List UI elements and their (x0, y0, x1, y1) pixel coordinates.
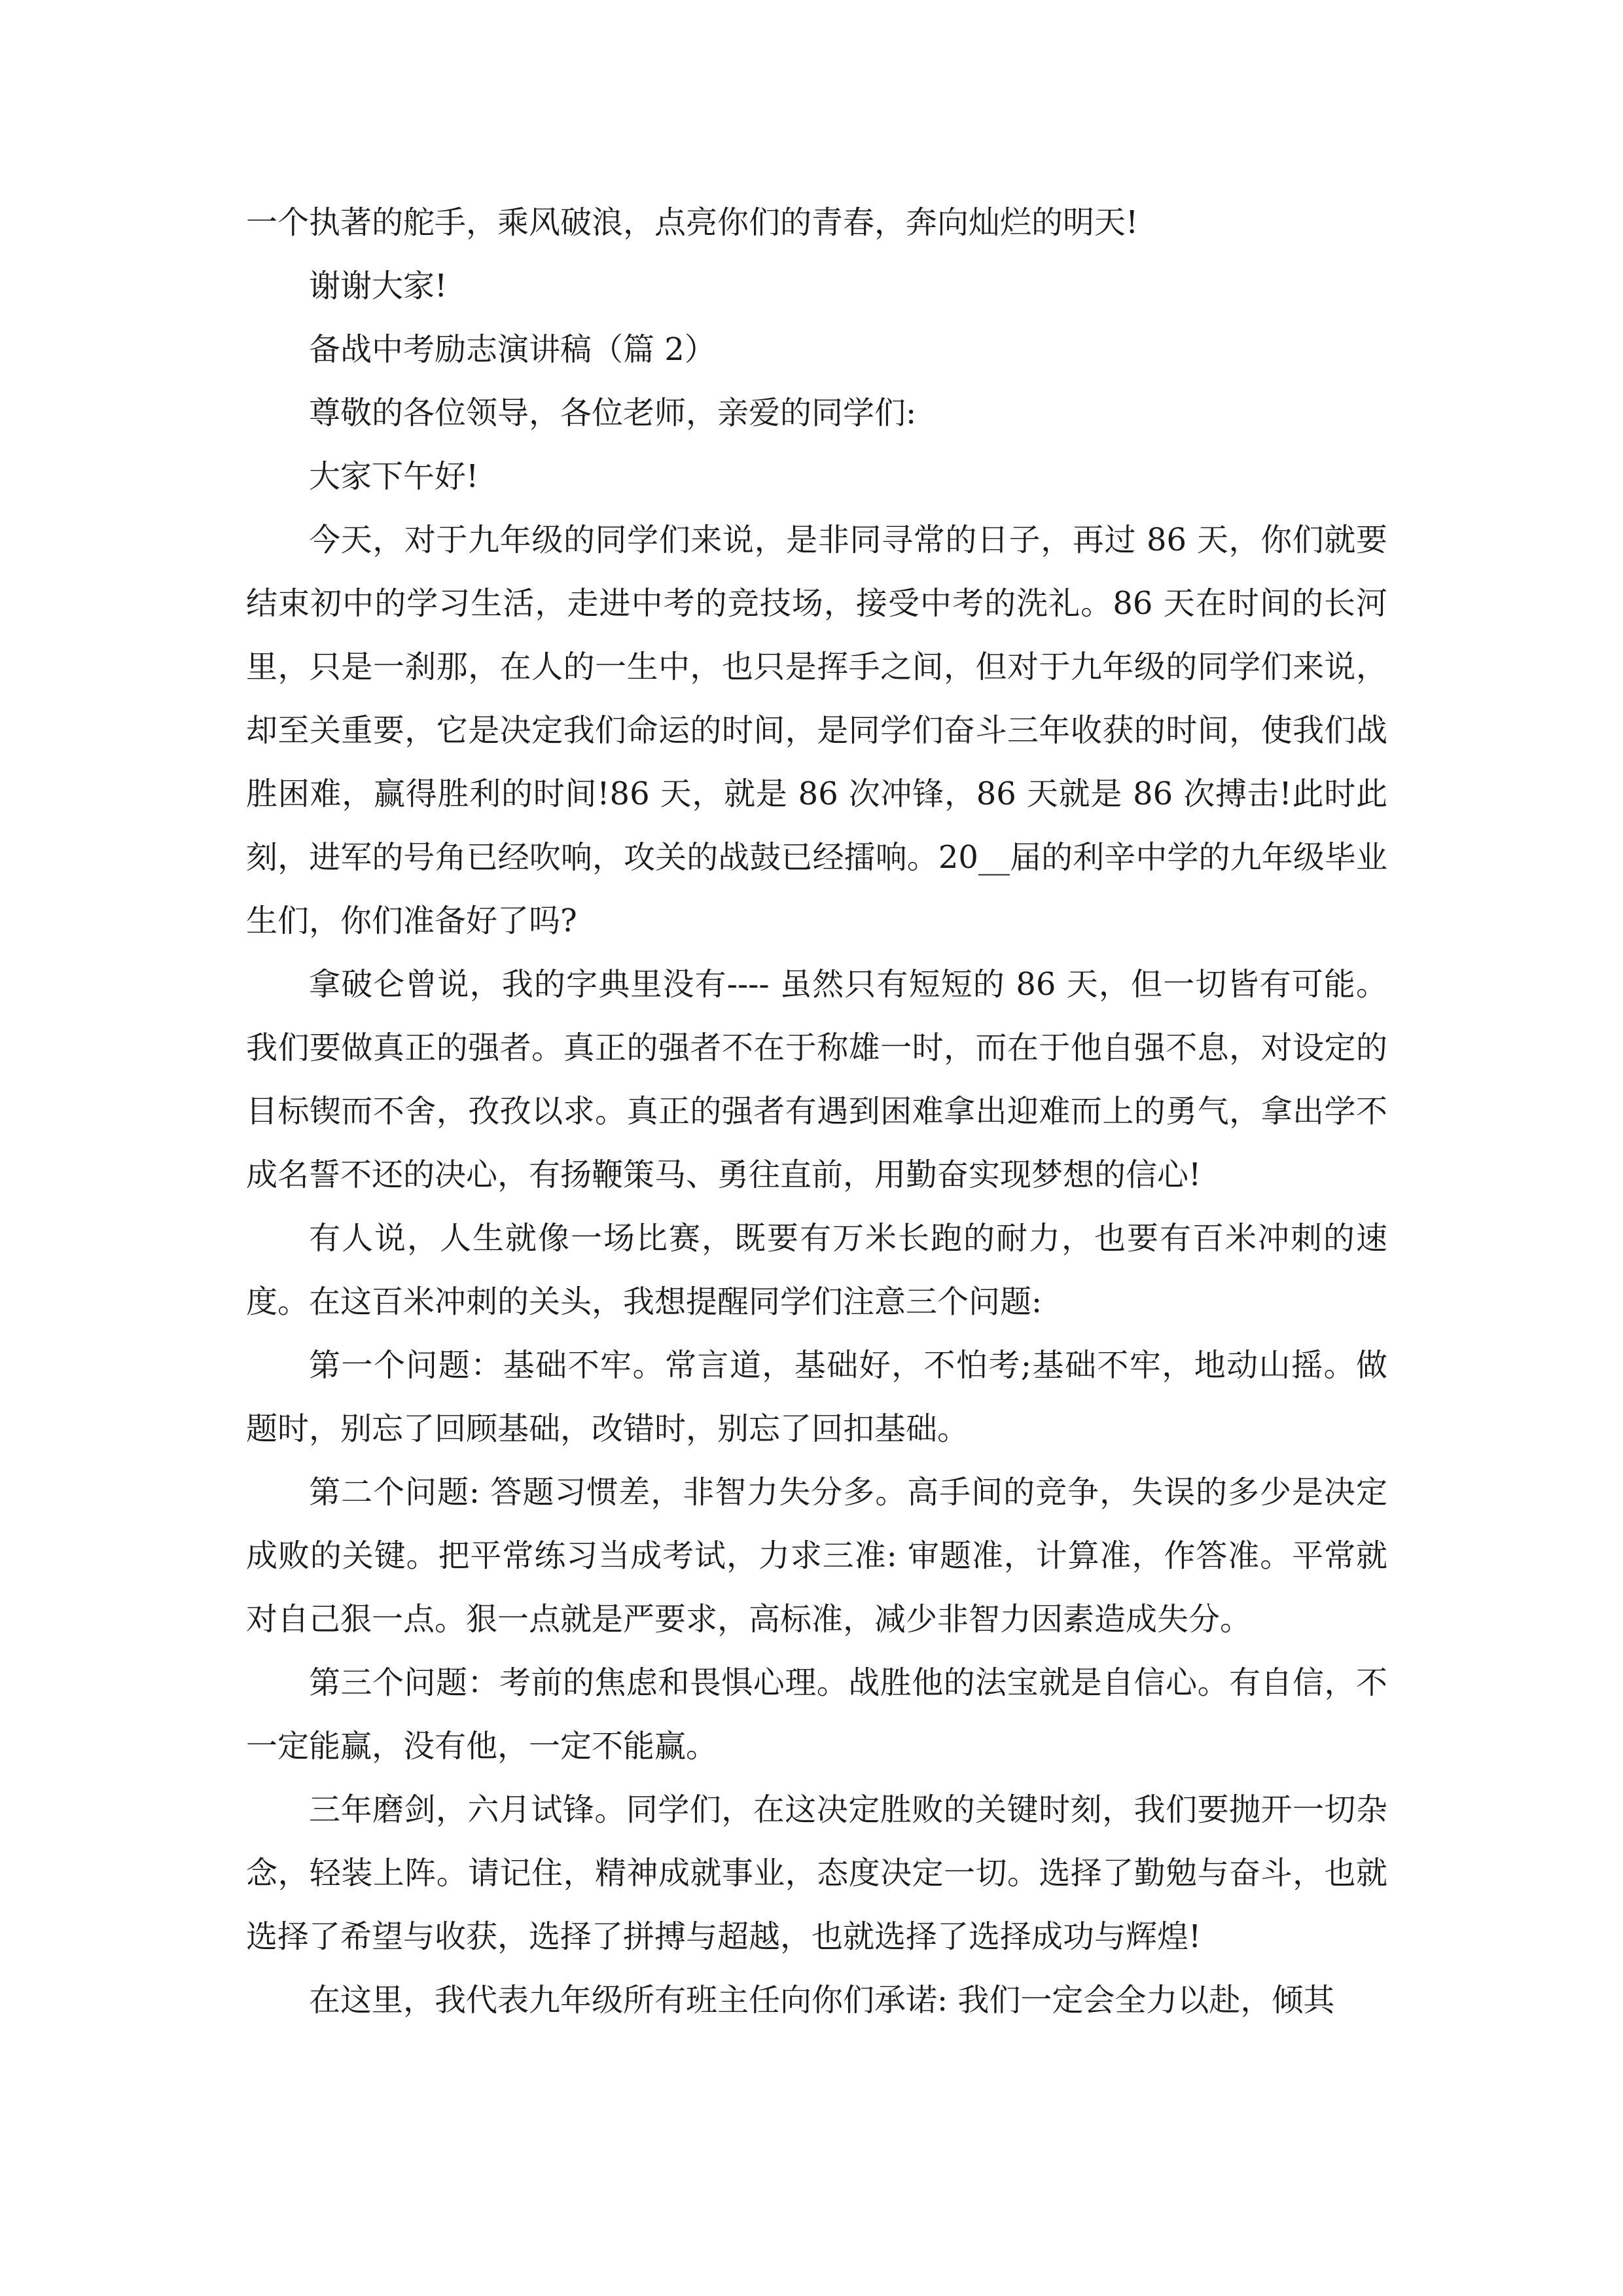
paragraph-body: 在这里，我代表九年级所有班主任向你们承诺: 我们一定会全力以赴，倾其 (309, 1982, 1335, 2018)
paragraph-salutation: 尊敬的各位领导，各位老师，亲爱的同学们: (309, 395, 917, 431)
paragraph-body: 拿破仑曾说，我的字典里没有---- 虽然只有短短的 86 天，但一切皆有可能。我们要做真正的强者。真正的强者不在于称雄一时，而在于他自强不息，对设定的目标锲而不舍，孜孜以求。真正的强者有遇到困难拿出迎难而上的勇气，拿出学不成名誓不还的决心，有扬鞭策马、勇往直前，用勤奋实现梦想的信心! (246, 966, 1387, 1193)
section-heading: 备战中考励志演讲稿（篇 2） (309, 331, 716, 368)
paragraph-problem-one: 第一个问题：基础不牢。常言道，基础好，不怕考;基础不牢，地动山摇。做题时，别忘了回顾基础，改错时，别忘了回扣基础。 (246, 1347, 1387, 1447)
paragraph-thanks: 谢谢大家! (309, 268, 448, 304)
document-body (246, 191, 1387, 2032)
paragraph-greeting: 大家下午好! (309, 458, 479, 495)
paragraph-body: 今天，对于九年级的同学们来说，是非同寻常的日子，再过 86 天，你们就要结束初中的学习生活，走进中考的竞技场，接受中考的洗礼。86 天在时间的长河里，只是一刹那，在人的一生中，也只是挥手之间，但对于九年级的同学们来说，却至关重要，它是决定我们命运的时间，是同学们奋斗三年收获的时间，使我们战胜困难，赢得胜利的时间!86 天，就是 86 次冲锋，86 天就是 86 次搏击!此时此刻，进军的号角已经吹响，攻关的战鼓已经擂响。20__届的利辛中学的九年级毕业生们，你们准备好了吗? (246, 522, 1387, 939)
paragraph-body: 有人说，人生就像一场比赛，既要有万米长跑的耐力，也要有百米冲刺的速度。在这百米冲刺的关头，我想提醒同学们注意三个问题: (246, 1220, 1387, 1320)
paragraph-problem-three: 第三个问题：考前的焦虑和畏惧心理。战胜他的法宝就是自信心。有自信，不一定能赢，没有他，一定不能赢。 (246, 1664, 1387, 1765)
paragraph-body: 三年磨剑，六月试锋。同学们，在这决定胜败的关键时刻，我们要抛开一切杂念，轻装上阵。请记住，精神成就事业，态度决定一切。选择了勤勉与奋斗，也就选择了希望与收获，选择了拼搏与超越，也就选择了选择成功与辉煌! (246, 1791, 1387, 1955)
paragraph-problem-two: 第二个问题: 答题习惯差，非智力失分多。高手间的竞争，失误的多少是决定成败的关键。把平常练习当成考试，力求三准: 审题准，计算准，作答准。平常就对自己狠一点。狠一点就是严要求，高标准，减少非智力因素造成失分。 (246, 1474, 1387, 1638)
paragraph-closing-line: 一个执著的舵手，乘风破浪，点亮你们的青春，奔向灿烂的明天! (246, 204, 1139, 241)
